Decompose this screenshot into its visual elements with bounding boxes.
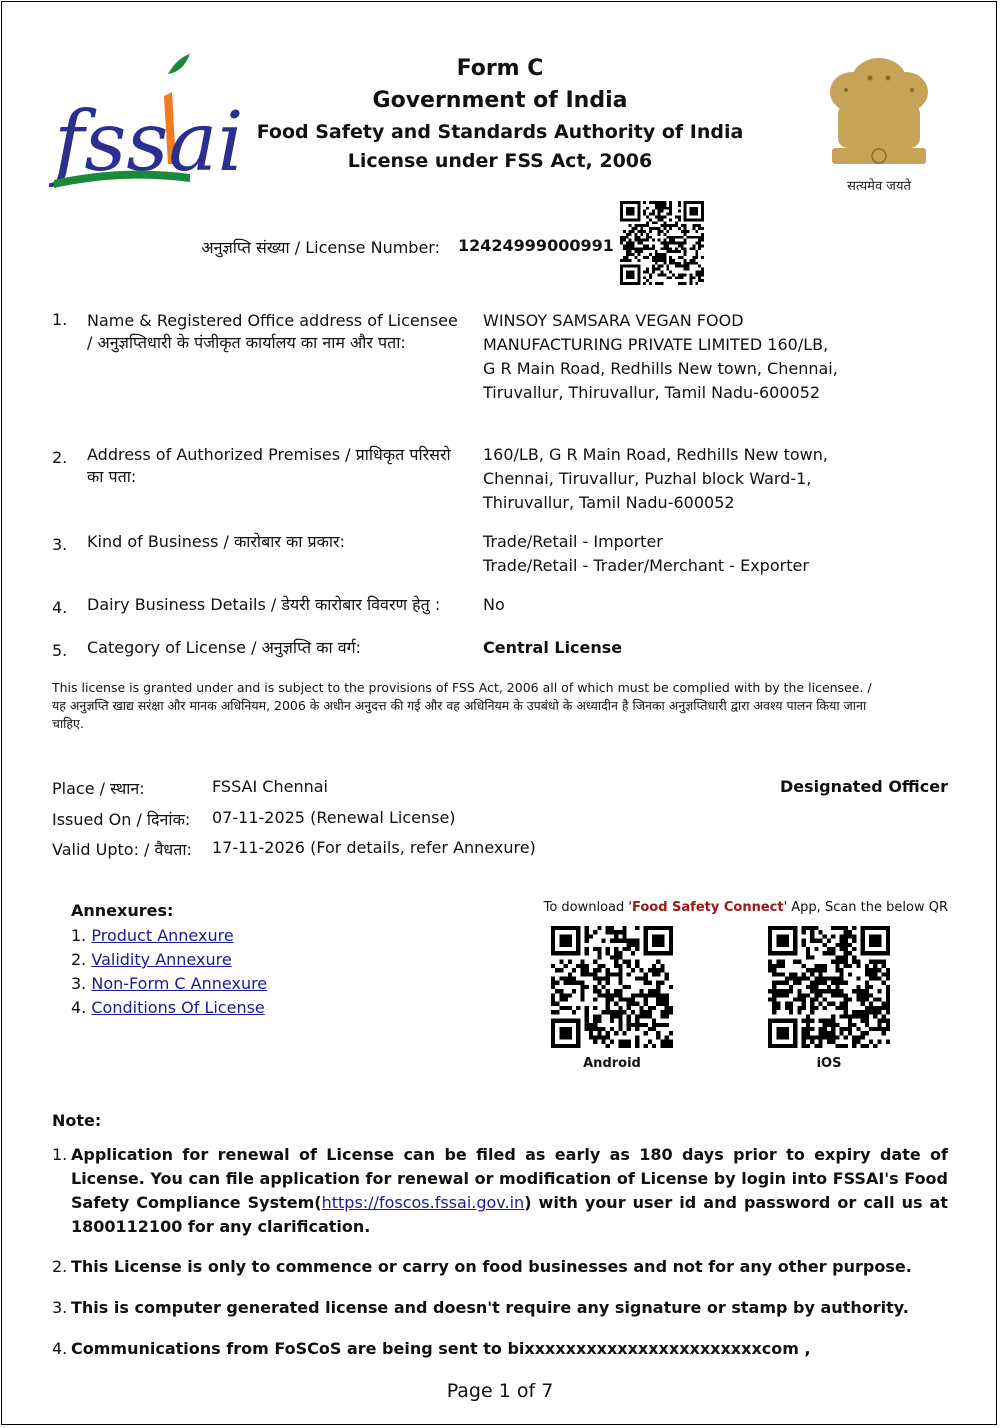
note-num: 1. <box>52 1145 68 1164</box>
app-name: Food Safety Connect <box>631 900 784 915</box>
note-3-text: This is computer generated license and doesn't require any signature or stamp by authority. <box>71 1298 909 1317</box>
place-label: Place / स्थान: <box>52 779 145 798</box>
note-4 <box>52 1337 948 1361</box>
detail-num-2: 2. <box>52 448 68 467</box>
national-emblem <box>806 48 952 196</box>
annexure-num: 4. <box>71 998 92 1017</box>
detail-value-category: Central License <box>483 638 623 657</box>
issued-value: 07-11-2025 (Renewal License) <box>212 808 456 827</box>
annexure-item <box>71 996 267 1020</box>
business-kind-line: Trade/Retail - Trader/Merchant - Exporter <box>483 556 809 575</box>
annexure-num: 3. <box>71 974 92 993</box>
foscos-link[interactable]: https://foscos.fssai.gov.in <box>321 1193 525 1212</box>
note-num: 4. <box>52 1339 68 1358</box>
note-title: Note: <box>52 1111 102 1130</box>
detail-num-3: 3. <box>52 535 68 554</box>
license-number-label: अनुज्ञप्ति संख्या / License Number: <box>201 238 440 257</box>
note-1-text-a: Application for renewal of License can be filed as early as 180 days prior to expiry date of License. You can file application for renewal or modification of License by login into FSSAI's Food Safety Compliance System( <box>71 1145 948 1212</box>
license-number: 12424999000991 <box>458 236 614 255</box>
place-value: FSSAI Chennai <box>212 777 328 796</box>
detail-label-business-kind: Kind of Business / कारोबार का प्रकार: <box>87 532 345 551</box>
annexure-item <box>71 924 267 948</box>
note-4-text: Communications from FoSCoS are being sent to bixxxxxxxxxxxxxxxxxxxxxxxcom , <box>71 1339 811 1358</box>
validity-annexure-link[interactable]: Validity Annexure <box>91 950 232 969</box>
detail-num-4: 4. <box>52 598 68 617</box>
detail-num-1: 1. <box>52 310 68 329</box>
government-title: Government of India <box>372 88 628 113</box>
grant-statement: This license is granted under and is subject to the provisions of FSS Act, 2006 all of which must be complied with by the licensee. / यह अनुज्ञप्ति खाद्य सरंक्षा और मानक अधिनियम, 2006 के अधीन अनुदत्त की गई और वह अधिनियम के उपबंधो के अध्यादीन है जिनका अनुज्ञप्तिधारी द्वारा अवश्य पालन किया जाना चाहिए. <box>52 680 872 731</box>
detail-value-premises: 160/LB, G R Main Road, Redhills New town, Chennai, Tiruvallur, Puzhal block Ward-1, Thiruvallur, Tamil Nadu-600052 <box>483 445 828 512</box>
note-2-text: This License is only to commence or carry on food businesses and not for any other purpose. <box>71 1257 912 1276</box>
designated-officer: Designated Officer <box>780 777 948 796</box>
conditions-of-license-link[interactable]: Conditions Of License <box>91 998 265 1017</box>
annexure-num: 1. <box>71 926 92 945</box>
svg-text:fssai: fssai <box>54 95 244 190</box>
valid-label: Valid Upto: / वैधता: <box>52 840 192 859</box>
annexures-list <box>71 924 267 1020</box>
detail-label-premises: Address of Authorized Premises / प्राधिकृत परिसरो का पता: <box>87 445 451 486</box>
annexure-item <box>71 948 267 972</box>
note-num: 3. <box>52 1298 68 1317</box>
detail-value-dairy: No <box>483 595 505 614</box>
note-1-text-b: ) with your user id and password or call us at 1800112100 for any clarification. <box>71 1193 948 1236</box>
download-prefix: To download ' <box>543 900 632 915</box>
detail-num-5: 5. <box>52 641 68 660</box>
form-title: Form C <box>456 56 544 81</box>
annexures-title: Annexures: <box>71 901 174 920</box>
note-num: 2. <box>52 1257 68 1276</box>
detail-value-licensee: WINSOY SAMSARA VEGAN FOOD MANUFACTURING PRIVATE LIMITED 160/LB, G R Main Road, Redhills New town, Chennai, Tiruvallur, Thiruvallur, Tamil Nadu-600052 <box>483 311 838 402</box>
android-caption: Android <box>583 1056 641 1071</box>
detail-label-category: Category of License / अनुज्ञप्ति का वर्ग: <box>87 638 362 657</box>
annexure-item <box>71 972 267 996</box>
ios-caption: iOS <box>816 1056 842 1071</box>
issued-label: Issued On / दिनांक: <box>52 810 191 829</box>
product-annexure-link[interactable]: Product Annexure <box>91 926 234 945</box>
detail-label-licensee: Name & Registered Office address of Licensee / अनुज्ञप्तिधारी के पंजीकृत कार्यालय का नाम और पता: <box>87 311 458 352</box>
svg-text:सत्यमेव जयते: सत्यमेव जयते <box>847 179 911 194</box>
detail-value-business-kind <box>483 530 903 578</box>
fssai-logo <box>50 52 244 194</box>
app-download-text <box>544 900 948 915</box>
annexure-num: 2. <box>71 950 92 969</box>
business-kind-line: Trade/Retail - Importer <box>483 532 663 551</box>
act-title: License under FSS Act, 2006 <box>347 150 653 172</box>
detail-label-dairy: Dairy Business Details / डेयरी कारोबार विवरण हेतु : <box>87 595 441 614</box>
android-qr-code[interactable] <box>551 926 673 1048</box>
authority-title: Food Safety and Standards Authority of India <box>256 121 744 143</box>
note-2 <box>52 1255 948 1279</box>
license-qr-code <box>620 201 704 285</box>
ios-qr-code[interactable] <box>768 926 890 1048</box>
download-suffix: ' App, Scan the below QR <box>783 900 948 915</box>
page-number: Page 1 of 7 <box>446 1380 554 1402</box>
note-1 <box>52 1143 948 1239</box>
non-form-c-annexure-link[interactable]: Non-Form C Annexure <box>91 974 268 993</box>
valid-value: 17-11-2026 (For details, refer Annexure) <box>212 838 536 857</box>
note-3 <box>52 1296 948 1320</box>
